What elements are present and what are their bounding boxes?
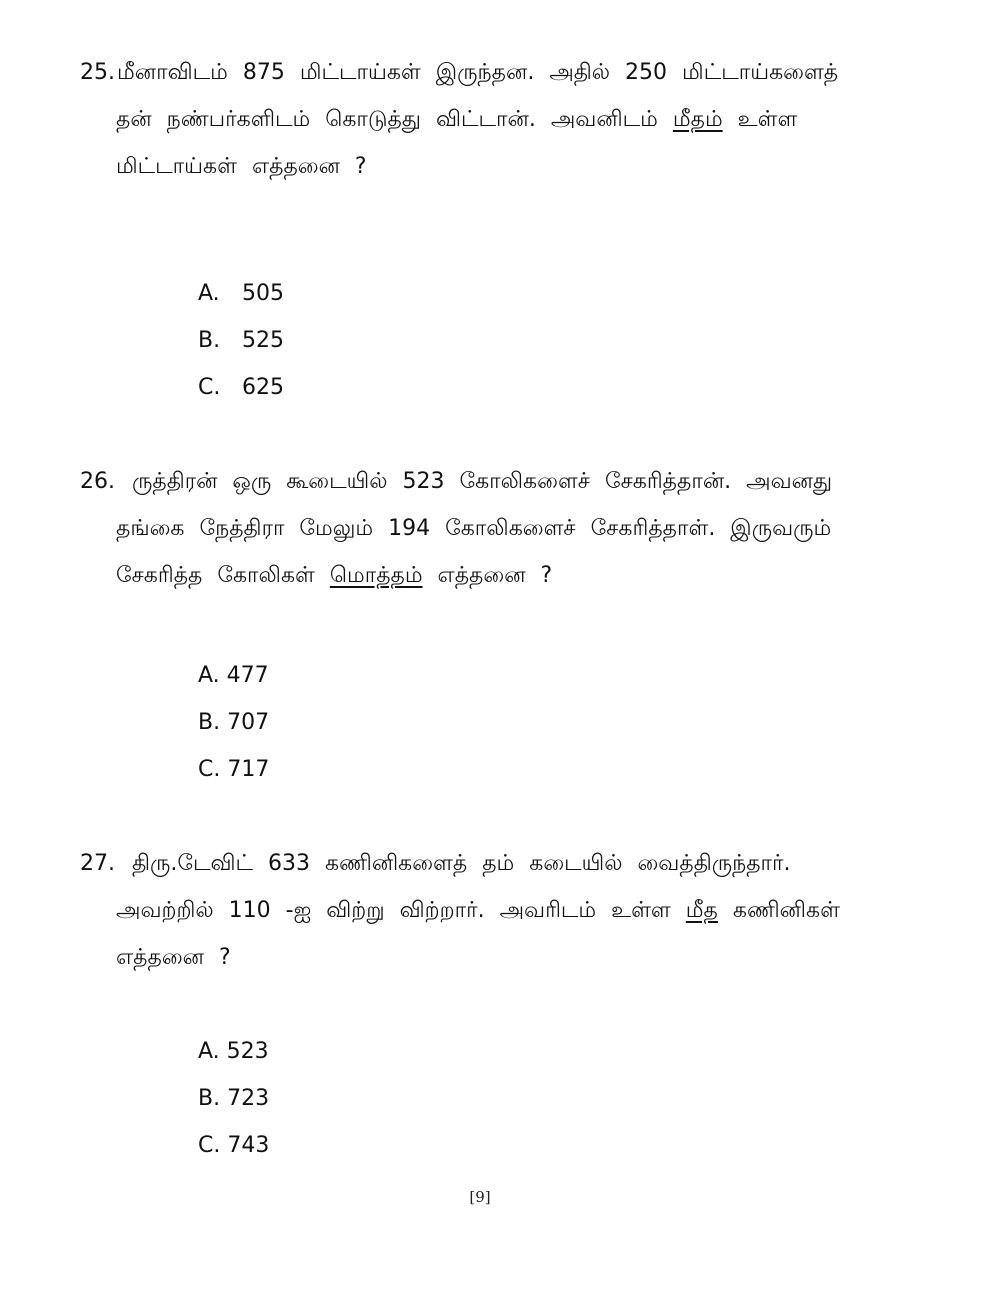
option-letter: A.	[198, 1039, 220, 1064]
option-b[interactable]	[198, 708, 269, 738]
option-value: 707	[227, 710, 270, 735]
option-letter: C.	[198, 757, 221, 782]
option-letter: B.	[198, 328, 221, 353]
underlined-keyword: மொத்தம்	[329, 563, 423, 588]
question-text: திரு.டேவிட் 633 கணினிகளைத் தம் கடையில் வைத்திருந்தார்.	[117, 851, 791, 876]
question-text: மீனாவிடம் 875 மிட்டாய்கள் இருந்தன. அதில் 250 மிட்டாய்களைத்	[117, 60, 839, 85]
question-text-line	[116, 561, 552, 591]
question-text-line	[116, 514, 831, 544]
option-value: 477	[226, 663, 269, 688]
option-b[interactable]	[198, 326, 284, 356]
question-text: எத்தனை ?	[116, 945, 231, 970]
option-a[interactable]	[198, 1037, 269, 1067]
question-text-line	[116, 896, 840, 926]
option-c[interactable]	[198, 755, 269, 785]
option-value: 723	[227, 1086, 270, 1111]
question-number: 26.	[80, 469, 115, 494]
question-text: கணினிகள்	[717, 898, 840, 923]
option-letter: B.	[198, 710, 221, 735]
question-text-line	[80, 58, 838, 88]
question-text: மிட்டாய்கள் எத்தனை ?	[116, 154, 367, 179]
question-text-line	[116, 943, 231, 973]
question-text-line	[116, 105, 797, 135]
option-letter: C.	[198, 375, 221, 400]
question-number: 27.	[80, 851, 115, 876]
option-value: 505	[242, 281, 284, 306]
option-b[interactable]	[198, 1084, 269, 1114]
option-a[interactable]	[198, 279, 284, 309]
page-number: [9]	[469, 1188, 491, 1206]
question-text: ருத்திரன் ஒரு கூடையில் 523 கோலிகளைச் சேகரித்தான். அவனது	[117, 469, 833, 494]
option-value: 525	[242, 328, 284, 353]
option-value: 717	[227, 757, 270, 782]
question-text: தங்கை நேத்திரா மேலும் 194 கோலிகளைச் சேகரித்தாள். இருவரும்	[116, 516, 832, 541]
question-text-line	[116, 152, 367, 182]
option-c[interactable]	[198, 373, 284, 403]
option-value: 523	[226, 1039, 269, 1064]
option-value: 743	[227, 1133, 270, 1158]
question-text: உள்ள	[722, 107, 798, 132]
option-letter: A.	[198, 663, 220, 688]
option-letter: B.	[198, 1086, 221, 1111]
option-value: 625	[242, 375, 284, 400]
question-number: 25.	[80, 60, 115, 85]
question-text: அவற்றில் 110 -ஐ விற்று விற்றார். அவரிடம் உள்ள	[116, 898, 686, 923]
question-text: எத்தனை ?	[422, 563, 553, 588]
option-a[interactable]	[198, 661, 269, 691]
question-text-line	[80, 849, 791, 879]
question-text-line	[80, 467, 832, 497]
option-letter: A.	[198, 281, 220, 306]
option-c[interactable]	[198, 1131, 269, 1161]
question-text: தன் நண்பர்களிடம் கொடுத்து விட்டான். அவனிடம்	[116, 107, 673, 132]
underlined-keyword: மீதம்	[672, 107, 723, 132]
question-text: சேகரித்த கோலிகள்	[116, 563, 330, 588]
underlined-keyword: மீத	[685, 898, 718, 923]
option-letter: C.	[198, 1133, 221, 1158]
